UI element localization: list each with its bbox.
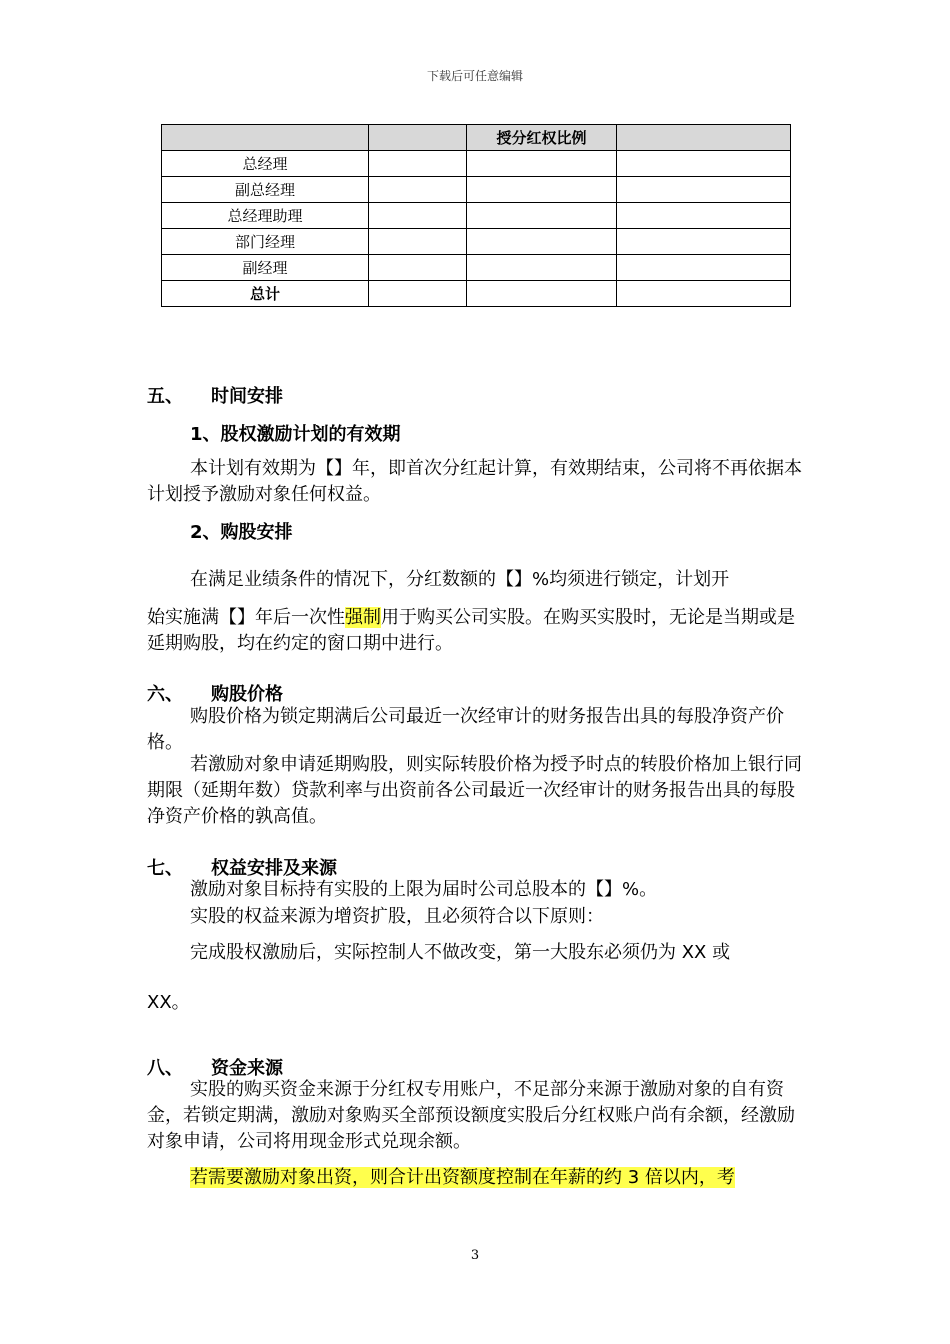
text-run: 始实施满【】年后一次性 — [147, 607, 345, 628]
table-row — [162, 203, 791, 229]
paragraph: 在满足业绩条件的情况下，分红数额的【】%均须进行锁定，计划开 — [190, 569, 730, 590]
subheading-validity-period: 1、股权激励计划的有效期 — [190, 424, 401, 445]
section-number: 八、 — [147, 1058, 183, 1079]
highlighted-text: 若需要激励对象出资，则合计出资额度控制在年薪的约 3 倍以内，考 — [190, 1167, 735, 1188]
paragraph: 完成股权激励后，实际控制人不做改变，第一大股东必须仍为 XX 或 — [190, 942, 731, 963]
table-cell — [467, 281, 617, 307]
table-cell — [467, 177, 617, 203]
section-number: 五、 — [147, 386, 183, 407]
table-cell — [617, 229, 791, 255]
table-cell — [467, 151, 617, 177]
section-number: 六、 — [147, 684, 183, 705]
table-header-cell: 授分红权比例 — [467, 125, 617, 151]
table-cell-position: 副经理 — [162, 255, 369, 281]
section-5-heading — [147, 382, 283, 408]
table-cell — [617, 203, 791, 229]
table-cell — [369, 151, 467, 177]
section-title: 资金来源 — [211, 1058, 283, 1079]
section-6-heading — [147, 680, 283, 706]
table-header-cell — [162, 125, 369, 151]
paragraph: 实股的权益来源为增资扩股，且必须符合以下原则： — [190, 906, 604, 927]
table-cell — [369, 281, 467, 307]
paragraph-continued: XX。 — [147, 992, 190, 1013]
table-cell — [369, 255, 467, 281]
table-header-row — [162, 125, 791, 151]
page-number: 3 — [470, 1248, 480, 1263]
table-cell — [467, 229, 617, 255]
table-header-cell — [369, 125, 467, 151]
subheading-share-purchase: 2、购股安排 — [190, 522, 293, 543]
table-cell-position: 副总经理 — [162, 177, 369, 203]
page-header: 下载后可任意编辑 — [426, 69, 523, 83]
table-row-total — [162, 281, 791, 307]
table-cell — [467, 255, 617, 281]
paragraph: 激励对象目标持有实股的上限为届时公司总股本的【】%。 — [190, 879, 658, 900]
table-cell — [617, 177, 791, 203]
table-row — [162, 177, 791, 203]
dividend-ratio-table — [161, 124, 791, 307]
table-cell — [369, 229, 467, 255]
table-cell — [467, 203, 617, 229]
section-title: 权益安排及来源 — [211, 858, 337, 879]
table-cell — [617, 151, 791, 177]
table-header-cell — [617, 125, 791, 151]
section-title: 时间安排 — [211, 386, 283, 407]
highlighted-text: 强制 — [345, 607, 381, 628]
table-cell — [617, 281, 791, 307]
paragraph: 若激励对象申请延期购股，则实际转股价格为授予时点的转股价格加上银行同期限（延期年数）贷款利率与出资前各公司最近一次经审计的财务报告出具的每股净资产价格的孰高值。 — [147, 754, 802, 827]
section-number: 七、 — [147, 858, 183, 879]
section-title: 购股价格 — [211, 684, 283, 705]
text-run: 用于购买公司实股。在购买实股时，无论是当期或是延期购股，均在约定的窗口期中进行。 — [147, 607, 795, 654]
table-row — [162, 255, 791, 281]
table-row — [162, 151, 791, 177]
table-row — [162, 229, 791, 255]
table-cell — [369, 203, 467, 229]
paragraph: 购股价格为锁定期满后公司最近一次经审计的财务报告出具的每股净资产价格。 — [147, 706, 784, 753]
table-cell-position: 总经理助理 — [162, 203, 369, 229]
table-cell — [617, 255, 791, 281]
table-cell-position: 部门经理 — [162, 229, 369, 255]
paragraph — [147, 605, 807, 657]
paragraph: 实股的购买资金来源于分红权专用账户，不足部分来源于激励对象的自有资金，若锁定期满，激励对象购买全部预设额度实股后分红权账户尚有余额，经激励对象申请，公司将用现金形式兑现余额。 — [147, 1079, 795, 1152]
paragraph: 本计划有效期为【】年，即首次分红起计算，有效期结束，公司将不再依据本计划授予激励对象任何权益。 — [147, 458, 802, 505]
paragraph — [147, 1165, 807, 1191]
table-cell-total: 总计 — [162, 281, 369, 307]
table-cell-position: 总经理 — [162, 151, 369, 177]
table-cell — [369, 177, 467, 203]
